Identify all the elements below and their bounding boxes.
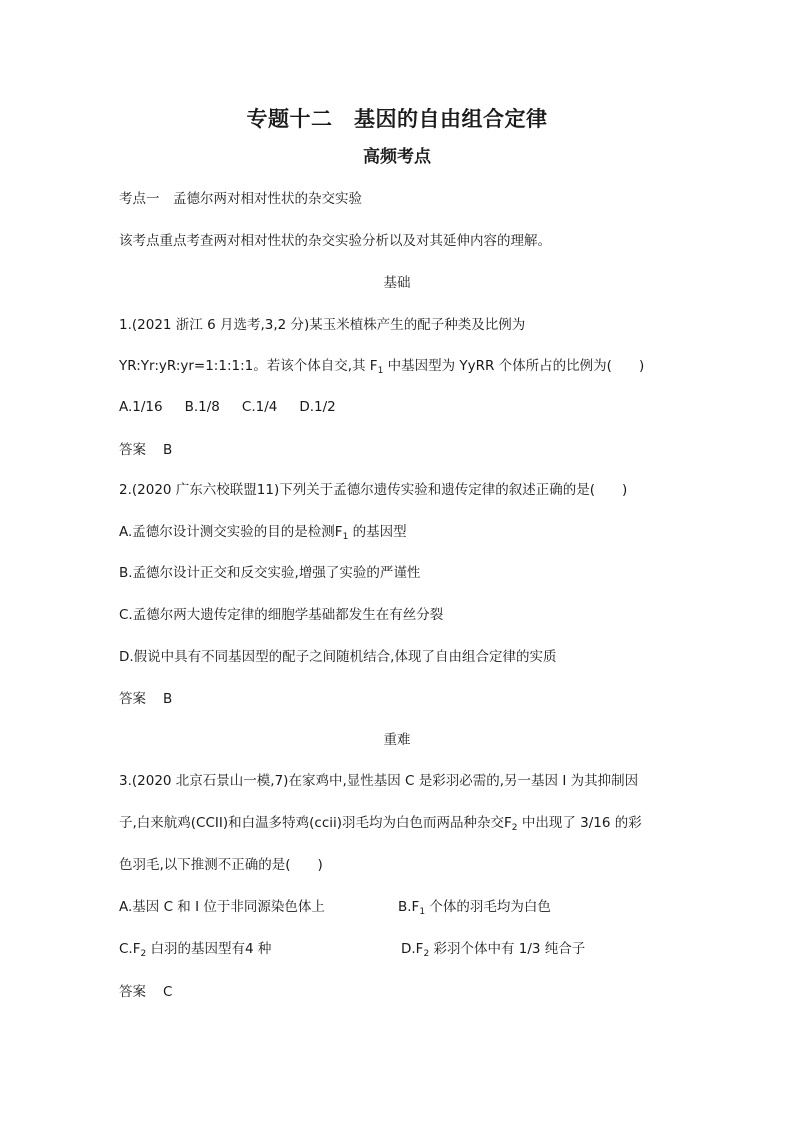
q2-option-a: A.孟德尔设计测交实验的目的是检测$F_1$ 的基因型	[119, 524, 407, 542]
q1-answer-value: B	[163, 442, 173, 458]
q3-stem-line2: 子,白来航鸡(CCII)和白温多特鸡(ccii)羽毛均为白色而两品种杂交$F_2$ 中出现了 3/16 的彩	[119, 815, 642, 833]
section-intro: 该考点重点考查两对相对性状的杂交实验分析以及对其延伸内容的理解。	[119, 233, 551, 249]
level-basic-heading: 基础	[383, 275, 411, 291]
page-title: 专题十二 基因的自由组合定律	[246, 107, 548, 131]
q3-option-d: $D.F_2$ 彩羽个体中有 1/3 纯合子	[401, 941, 586, 959]
q2-answer: 答案 B	[119, 691, 173, 707]
q1-option-d: D.1/2	[299, 399, 336, 415]
q1-option-b: B.1/8	[184, 399, 220, 415]
q3-option-a: A.基因 C 和 I 位于非同源染色体上	[119, 899, 325, 915]
q2-answer-value: B	[163, 691, 173, 707]
q3-option-c: $C.F_2$ 白羽的基因型有4 种	[119, 941, 272, 959]
q2-stem: 2.(2020 广东六校联盟11)下列关于孟德尔遗传实验和遗传定律的叙述正确的是( )	[119, 482, 628, 498]
q2-option-c: C.孟德尔两大遗传定律的细胞学基础都发生在有丝分裂	[119, 607, 444, 623]
q1-options	[119, 398, 336, 416]
q3-option-b: $B.F_1$ 个体的羽毛均为白色	[398, 899, 551, 917]
q1-option-a: A.1/16	[119, 399, 163, 415]
page-subtitle: 高频考点	[363, 147, 431, 167]
level-hard-heading: 重难	[383, 732, 411, 748]
q2-option-d: D.假说中具有不同基因型的配子之间随机结合,体现了自由组合定律的实质	[119, 649, 557, 665]
section-heading: 考点一 孟德尔两对相对性状的杂交实验	[119, 191, 362, 207]
q1-stem-line2: YR:Yr:yR:yr=1:1:1:1。若该个体自交,其 $F_1$ 中基因型为 YyRR 个体所占的比例为( )	[119, 358, 645, 376]
q1-answer: 答案 B	[119, 442, 173, 458]
q1-stem-line1: 1.(2021 浙江 6 月选考,3,2 分)某玉米植株产生的配子种类及比例为	[119, 317, 526, 333]
q3-answer-value: C	[163, 984, 173, 1000]
q1-option-c: C.1/4	[241, 399, 278, 415]
q3-answer: 答案 C	[119, 984, 173, 1000]
q3-stem-line3: 色羽毛,以下推测不正确的是( )	[119, 857, 323, 873]
q3-stem-line1: 3.(2020 北京石景山一模,7)在家鸡中,显性基因 C 是彩羽必需的,另一基因 I 为其抑制因	[119, 773, 639, 789]
q2-option-b: B.孟德尔设计正交和反交实验,增强了实验的严谨性	[119, 565, 421, 581]
